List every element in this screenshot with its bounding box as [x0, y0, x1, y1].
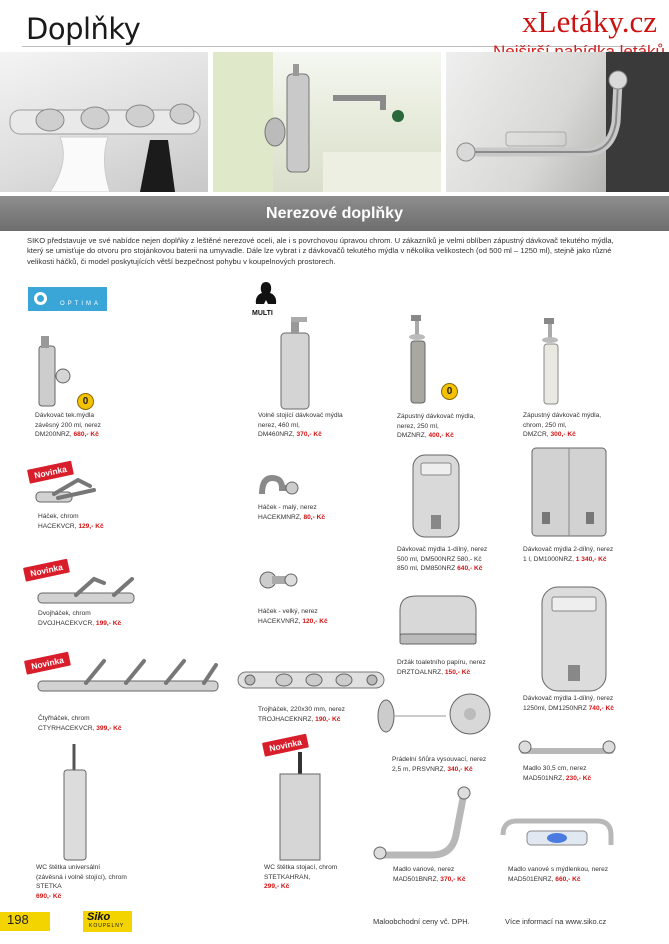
- product-price: 1 340,- Kč: [575, 555, 607, 563]
- price-note: Maloobchodní ceny vč. DPH.: [373, 917, 470, 926]
- caption-line: Dávkovač mýdla 1-dílný, nerez: [397, 546, 488, 553]
- product-caption-stetka: [36, 863, 127, 901]
- caption-line: Dávkovač mýdla 1-dílný, nerez: [523, 695, 614, 702]
- info-link[interactable]: Více informací na www.siko.cz: [505, 917, 607, 926]
- product-price: 150,- Kč: [444, 668, 471, 676]
- section-title: Nerezové doplňky: [266, 205, 403, 222]
- hacekvcr-image: [34, 478, 104, 508]
- novinka-badge: Novinka: [24, 652, 71, 675]
- caption-line: [397, 564, 487, 574]
- hooks-illustration: [0, 52, 208, 192]
- product-caption-dmzcr: [523, 411, 601, 440]
- product-code: DM460NRZ,: [258, 431, 295, 439]
- product-code: HACEKMNRZ,: [258, 513, 302, 521]
- product-caption-hacekvnrz: [258, 607, 328, 626]
- product-code: DM200NRZ,: [35, 431, 72, 439]
- caption-line: nerez, 460 ml,: [258, 421, 300, 429]
- caption-line: [38, 619, 121, 629]
- caption-line: [38, 724, 122, 734]
- product-price: 370,- Kč: [296, 431, 322, 439]
- product-caption-dm200: [35, 411, 101, 440]
- caption-line: [397, 431, 475, 441]
- caption-line: [258, 715, 345, 725]
- hacekmnrz-image: [256, 472, 301, 500]
- siko-logo: [83, 911, 132, 932]
- product-caption-hacekmnrz: [258, 503, 325, 522]
- siko-logo-sub: KOUPELNY: [89, 923, 125, 929]
- product-caption-ctyrhacek: [38, 714, 122, 733]
- caption-line: [523, 430, 601, 440]
- caption-line: (závěsná i volně stojící), chrom: [36, 873, 127, 881]
- product-code: HACEKVCR,: [38, 522, 77, 530]
- caption-line: [258, 513, 325, 523]
- photo-hooks: [0, 52, 208, 192]
- product-caption-mad501enrz: [508, 865, 608, 884]
- product-price: 399,- Kč: [96, 724, 122, 732]
- caption-line: Dávkovač mýdla 2-dílný, nerez: [523, 546, 614, 553]
- product-caption-mad501nrz: [523, 764, 591, 783]
- caption-line: Volně stojící dávkovač mýdla: [258, 412, 343, 419]
- trojhacek-image: [236, 656, 386, 698]
- product-caption-dm1250: [523, 694, 614, 713]
- stetka-image: [60, 742, 94, 862]
- caption-line: Držák toaletního papíru, nerez: [397, 659, 486, 666]
- caption-line: [258, 430, 343, 440]
- caption-line: Háček, chrom: [38, 513, 79, 520]
- mad501nrz-image: [517, 733, 617, 759]
- novinka-badge: Novinka: [262, 734, 309, 757]
- dm500-image: [411, 453, 463, 541]
- page-title: Doplňky: [26, 12, 141, 46]
- caption-line: [523, 774, 591, 784]
- photo-soap-dispenser: [213, 52, 441, 192]
- hacekvnrz-image: [258, 565, 298, 595]
- caption-line: Háček - malý, nerez: [258, 504, 317, 511]
- product-price: 740,- Kč: [588, 704, 614, 712]
- caption-line: Madlo 30,5 cm, nerez: [523, 765, 587, 772]
- caption-line: [35, 430, 101, 440]
- product-price: 120,- Kč: [302, 617, 328, 625]
- caption-line: STETKA: [36, 883, 62, 891]
- caption-line: Čtyřháček, chrom: [38, 715, 90, 722]
- product-caption-prsvnrz: [392, 755, 486, 774]
- dispenser-illustration: [213, 52, 441, 192]
- product-code: 1250ml, DM1250NRZ: [523, 704, 587, 712]
- caption-line: [397, 668, 486, 678]
- caption-line: Zápustný dávkovač mýdla,: [523, 412, 602, 419]
- product-code: CTYRHACEKVCR,: [38, 724, 95, 732]
- product-price: 340,- Kč: [447, 765, 473, 773]
- caption-line: WC štětka stojací, chrom: [264, 864, 338, 871]
- product-caption-hacekvcr: [38, 512, 104, 531]
- product-price: 80,- Kč: [303, 513, 326, 521]
- caption-line: nerez, 250 ml,: [397, 422, 439, 430]
- zero-badge: 0: [441, 383, 458, 400]
- caption-line: [523, 704, 614, 714]
- product-code: DMZNRZ,: [397, 432, 427, 440]
- mad501bnrz-image: [372, 785, 482, 863]
- product-caption-dm500: [397, 545, 487, 574]
- dmznrz-image: [403, 313, 435, 405]
- product-price: 680,- Kč: [73, 431, 99, 439]
- caption-line: závěsný 200 ml, nerez: [35, 421, 101, 429]
- caption-line: Háček - velký, nerez: [258, 608, 318, 615]
- mad501enrz-image: [497, 815, 617, 859]
- product-code: MAD501BNRZ,: [393, 875, 439, 883]
- caption-line: [38, 522, 104, 532]
- product-caption-mad501bnrz: [393, 865, 466, 884]
- product-price: 370,- Kč: [440, 875, 466, 883]
- caption-line: Trojháček, 220x30 mm, nerez: [258, 706, 345, 713]
- caption-line: 500 ml, DM500NRZ 580,- Kč: [397, 555, 482, 563]
- stetkahran-image: [270, 750, 330, 862]
- caption-line: Prádelní šňůra vysouvací, nerez: [392, 756, 487, 763]
- product-code: DVOJHACEKVCR,: [38, 619, 95, 627]
- product-code: TROJHACEKNRZ,: [258, 715, 314, 723]
- product-caption-drztoal: [397, 658, 486, 677]
- product-caption-dvojhacek: [38, 609, 121, 628]
- watermark-brand: xLetáky.cz: [522, 4, 657, 39]
- product-price: 299,- Kč: [264, 883, 290, 891]
- product-price: 660,- Kč: [555, 875, 581, 883]
- optima-label: OPTIMA: [59, 301, 101, 307]
- product-price: 190,- Kč: [315, 715, 341, 723]
- product-price: 230,- Kč: [565, 774, 592, 782]
- product-price: 640,- Kč: [457, 565, 483, 573]
- product-code: HACEKVNRZ,: [258, 617, 301, 625]
- product-caption-dm460: [258, 411, 343, 440]
- dm1250-image: [540, 585, 608, 693]
- drztoal-image: [396, 590, 480, 650]
- multi-label: MULTI: [252, 310, 273, 317]
- prsvnrz-image: [372, 690, 500, 740]
- product-price: 690,- Kč: [36, 892, 62, 900]
- optima-logo: [28, 287, 107, 311]
- caption-line: chrom, 250 ml,: [523, 421, 567, 429]
- dm460-image: [275, 315, 315, 410]
- product-caption-stetkahran: [264, 863, 337, 892]
- product-caption-trojhacek: [258, 705, 345, 724]
- product-code: DRZTOALNRZ,: [397, 668, 444, 676]
- product-code: 850 ml, DM850NRZ: [397, 565, 456, 573]
- multi-logo-icon: [254, 280, 278, 308]
- dm1000-image: [530, 446, 610, 538]
- caption-line: [508, 875, 608, 885]
- caption-line: [392, 765, 486, 775]
- product-code: MAD501NRZ,: [523, 774, 565, 782]
- dmzcr-image: [536, 316, 568, 406]
- photo-grab-bar: [446, 52, 669, 192]
- product-price: 300,- Kč: [550, 431, 576, 439]
- caption-line: STETKAHRAN,: [264, 873, 311, 881]
- product-price: 129,- Kč: [78, 522, 104, 530]
- caption-line: Dvojháček, chrom: [38, 610, 91, 617]
- novinka-badge: Novinka: [27, 461, 74, 484]
- caption-line: [393, 875, 466, 885]
- dm200-image: [33, 330, 73, 410]
- novinka-badge: Novinka: [23, 559, 70, 582]
- product-code: 2,5 m, PRSVNRZ,: [392, 765, 446, 773]
- page-number-tab: [0, 912, 50, 931]
- caption-line: [258, 617, 328, 627]
- zero-badge: 0: [77, 393, 94, 410]
- product-caption-dmznrz: [397, 412, 475, 441]
- intro-text: SIKO představuje ve své nabídce nejen doplňky z leštěné nerezové oceli, ale i s povrchovou úpravou chrom. U zákazníků je velmi oblíben zápustný dávkovač tekutého mýdla, který se umisťuje do otvoru pro stojánkovou baterii na umyvadle. Dále lze vybrat i z dávkovačů tekutého mýdla v několika velikostech (od 500 ml – 1250 ml), stejně jako různé velikosti háčků, či model poskytujících větší bezpečnost pohybu v koupelnových prostorech.: [27, 236, 614, 266]
- product-price: 199,- Kč: [95, 619, 122, 627]
- product-caption-dm1000: [523, 545, 613, 564]
- product-code: MAD501ENRZ,: [508, 875, 554, 883]
- grab-bar-illustration: [446, 52, 669, 192]
- product-code: 1 l, DM1000NRZ,: [523, 555, 574, 563]
- caption-line: WC štětka universální: [36, 864, 101, 871]
- caption-line: Zápustný dávkovač mýdla,: [397, 413, 476, 420]
- product-code: DMZCR,: [523, 431, 549, 439]
- product-price: 400,- Kč: [428, 432, 454, 440]
- siko-logo-text: Siko: [87, 911, 111, 923]
- caption-line: Madlo vanové, nerez: [393, 866, 455, 873]
- dvojhacek-image: [36, 575, 136, 609]
- caption-line: Dávkovač tek.mýdla: [35, 412, 94, 419]
- caption-line: Madlo vanové s mýdlenkou, nerez: [508, 866, 609, 873]
- caption-line: [523, 555, 613, 565]
- page-number: 198: [7, 912, 29, 927]
